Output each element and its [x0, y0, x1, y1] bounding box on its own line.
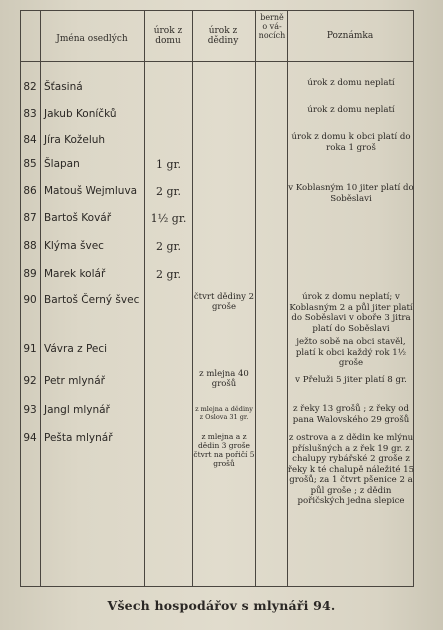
- row-note: úrok z domu neplatí: [307, 78, 395, 88]
- row-number: 89: [23, 268, 37, 280]
- row-name: Matouš Wejmluva: [44, 185, 138, 197]
- row-urok-dediny: z mlejna a dědiny z Oslova 31 gr.: [195, 405, 253, 421]
- row-name: Jíra Koželuh: [44, 134, 106, 146]
- col-rule: [255, 10, 256, 587]
- row-name: Klýma švec: [44, 240, 104, 252]
- row-name: Šťasiná: [44, 81, 83, 93]
- header-berne: berně o vá-nocích: [258, 13, 286, 40]
- row-urok-dum: 1½ gr.: [150, 212, 187, 225]
- row-number: 94: [23, 432, 37, 444]
- row-urok-dum: 2 gr.: [155, 268, 182, 281]
- table-top-rule: [20, 10, 413, 11]
- row-urok-dum: 2 gr.: [155, 185, 182, 198]
- row-name: Bartoš Kovář: [44, 212, 112, 224]
- row-note: ježto sobě na obci stavěl, platí k obci každý rok 1½ groše: [295, 337, 407, 368]
- row-number: 86: [23, 185, 37, 197]
- row-note: v Koblasným 10 jiter platí do Soběslavi: [288, 183, 414, 204]
- row-urok-dum: 1 gr.: [155, 158, 182, 171]
- row-name: Bartoš Černý švec: [44, 294, 140, 306]
- header-urok-dediny: úrok z dědiny: [207, 26, 239, 46]
- row-name: Petr mlynář: [44, 375, 105, 387]
- row-name: Jangl mlynář: [44, 404, 110, 416]
- row-name: Marek kolář: [44, 268, 106, 280]
- row-urok-dediny: z mlejna 40 grošů: [199, 369, 249, 389]
- row-note: v Přeluži 5 jiter platí 8 gr.: [295, 375, 407, 385]
- row-number: 88: [23, 240, 37, 252]
- row-name: Pešta mlynář: [44, 432, 113, 444]
- row-number: 85: [23, 158, 37, 170]
- row-note: úrok z domu neplatí; v Koblasným 2 a půl jiter platí do Soběslavi v oboře 3 jitra platí do Soběslavi: [289, 292, 413, 334]
- header-poznamka: Poznámka: [326, 31, 374, 41]
- row-note: z řeky 13 grošů ; z řeky od pana Walovského 29 grošů: [292, 404, 410, 425]
- row-note: úrok z domu neplatí: [307, 105, 395, 115]
- header-names: Jména osedlých: [56, 34, 128, 44]
- row-name: Vávra z Peci: [44, 343, 108, 355]
- table-bottom-rule: [20, 586, 413, 587]
- document-footer: Všech hospodářov s mlynáři 94.: [107, 598, 336, 613]
- row-note: z ostrova a z dědin ke mlýnu příslušných a z řek 19 gr. z chalupy rybářské 2 groše z řeky k té chalupě náležité 15 grošů; za 1 čtvrt pšenice 2 a půl groše ; z dědin pořičských jedna slepice: [287, 433, 415, 506]
- header-urok-dum: úrok z domu: [153, 26, 183, 46]
- row-number: 93: [23, 404, 37, 416]
- row-urok-dediny: čtvrt dědiny 2 groše: [193, 292, 255, 312]
- row-number: 92: [23, 375, 37, 387]
- row-number: 90: [23, 294, 37, 306]
- row-number: 91: [23, 343, 37, 355]
- row-name: Šlapan: [44, 158, 80, 170]
- col-rule: [40, 10, 41, 587]
- header-rule: [20, 61, 413, 62]
- row-note: úrok z domu k obci platí do roka 1 groš: [291, 132, 411, 153]
- row-urok-dediny: z mlejna a z dědin 3 groše čtvrt na pořičí 5 grošů: [193, 432, 255, 468]
- row-number: 87: [23, 212, 37, 224]
- row-name: Jakub Koníčků: [44, 108, 117, 120]
- row-number: 83: [23, 108, 37, 120]
- row-number: 84: [23, 134, 37, 146]
- col-rule: [144, 10, 145, 587]
- row-urok-dum: 2 gr.: [155, 240, 182, 253]
- row-number: 82: [23, 81, 37, 93]
